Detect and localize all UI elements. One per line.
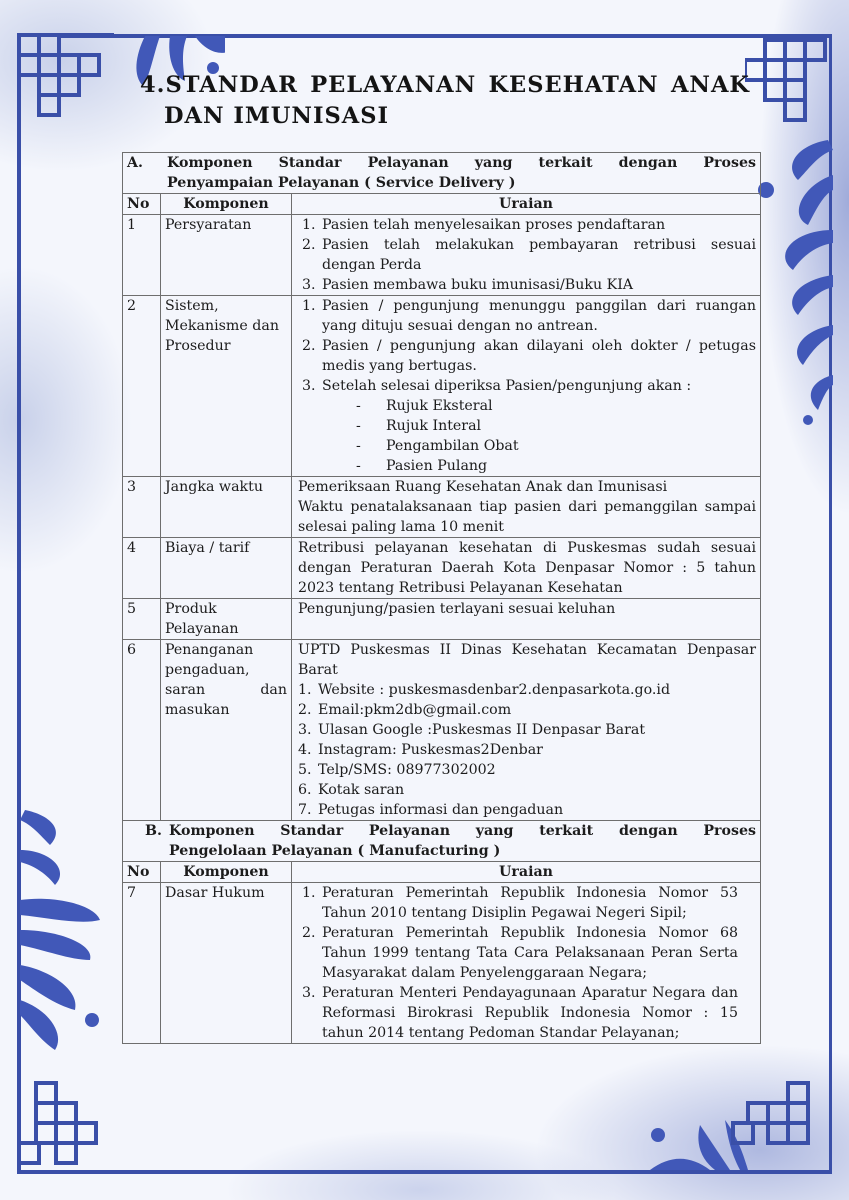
row-komponen: Persyaratan <box>161 215 292 296</box>
section-a-title-line2: Penyampaian Pelayanan ( Service Delivery ) <box>167 175 516 191</box>
row-komponen: Dasar Hukum <box>161 883 292 1044</box>
table-row <box>123 215 761 296</box>
section-a-letter: A. <box>127 155 143 171</box>
standard-service-table <box>122 152 761 1044</box>
contact-list <box>298 680 756 820</box>
uraian-list <box>302 215 756 295</box>
row-komponen: Penanganan pengaduan, saran dan masukan <box>161 640 292 821</box>
row-no: 1 <box>123 215 161 296</box>
table-row <box>123 599 761 640</box>
follow-up-sub-list <box>302 396 756 476</box>
title-word: PELAYANAN <box>310 72 477 98</box>
header-komponen: Komponen <box>161 194 292 215</box>
corner-knot-top-left-icon <box>14 30 124 130</box>
title-word: ANAK <box>670 72 750 98</box>
row-komponen: Produk Pelayanan <box>161 599 292 640</box>
section-a-header <box>123 153 761 194</box>
page-title <box>140 70 750 132</box>
row-no: 5 <box>123 599 161 640</box>
section-b-title-line1: Komponen Standar Pelayanan yang terkait dengan Proses <box>169 823 756 839</box>
header-no: No <box>123 194 161 215</box>
row-no: 4 <box>123 538 161 599</box>
list-item: 3. Pasien membawa buku imunisasi/Buku KIA <box>302 277 634 293</box>
list-item: 1. Pasien telah menyelesaikan proses pendaftaran <box>302 217 666 233</box>
title-word: 4.STANDAR <box>140 72 298 98</box>
list-item: 3. Setelah selesai diperiksa Pasien/pengunjung akan : <box>302 378 692 394</box>
table-row <box>123 296 761 477</box>
list-item: 4. Instagram: Puskesmas2Denbar <box>298 742 543 758</box>
list-item: 7. Petugas informasi dan pengaduan <box>298 802 564 818</box>
row-no: 7 <box>123 883 161 1044</box>
title-word: KESEHATAN <box>488 72 659 98</box>
list-item: 5. Telp/SMS: 08977302002 <box>298 762 496 778</box>
list-item: 3. Peraturan Menteri Pendayagunaan Aparatur Negara dan Reformasi Birokrasi Republik Indonesia Nomor : 15 tahun 2014 tentang Pedoman Standar Pelayanan; <box>302 985 738 1041</box>
row-komponen: Biaya / tarif <box>161 538 292 599</box>
section-b-title-line2: Pengelolaan Pelayanan ( Manufacturing ) <box>169 843 501 859</box>
list-item: 6. Kotak saran <box>298 782 405 798</box>
sub-list-item: - Pengambilan Obat <box>356 438 519 454</box>
row-komponen: Sistem, Mekanisme dan Prosedur <box>161 296 292 477</box>
table-row <box>123 640 761 821</box>
corner-knot-top-right-icon <box>745 30 835 130</box>
list-item: 2. Pasien telah melakukan pembayaran retribusi sesuai dengan Perda <box>302 237 756 273</box>
row-no: 3 <box>123 477 161 538</box>
header-no: No <box>123 862 161 883</box>
header-uraian: Uraian <box>292 862 761 883</box>
header-uraian: Uraian <box>292 194 761 215</box>
sub-list-item: - Rujuk Interal <box>356 418 482 434</box>
table-header-row-a <box>123 194 761 215</box>
uraian-text: Pengunjung/pasien terlayani sesuai keluhan <box>292 599 761 640</box>
list-item: 3. Ulasan Google :Puskesmas II Denpasar Barat <box>298 722 646 738</box>
list-item: 1. Peraturan Pemerintah Republik Indonesia Nomor 53 Tahun 2010 tentang Disiplin Pegawai Negeri Sipil; <box>302 885 738 921</box>
corner-knot-bottom-left-icon <box>14 1080 124 1180</box>
uraian-line: Waktu penatalaksanaan tiap pasien dari pemanggilan sampai selesai paling lama 10 menit <box>298 499 756 535</box>
legal-basis-list <box>302 883 738 1043</box>
row-no: 2 <box>123 296 161 477</box>
row-komponen: Jangka waktu <box>161 477 292 538</box>
corner-knot-bottom-right-icon <box>728 1080 833 1180</box>
section-b-letter: B. <box>145 823 162 839</box>
uraian-line: Pemeriksaan Ruang Kesehatan Anak dan Imunisasi <box>298 479 668 495</box>
header-komponen: Komponen <box>161 862 292 883</box>
sub-list-item: - Pasien Pulang <box>356 458 488 474</box>
title-line-2: DAN IMUNISASI <box>164 103 389 129</box>
uraian-intro: UPTD Puskesmas II Dinas Kesehatan Kecamatan Denpasar Barat <box>298 642 756 678</box>
list-item: 1. Website : puskesmasdenbar2.denpasarkota.go.id <box>298 682 671 698</box>
list-item: 2. Peraturan Pemerintah Republik Indonesia Nomor 68 Tahun 1999 tentang Tata Cara Pelaksanaan Peran Serta Masyarakat dalam Penyelenggaraan Negara; <box>302 925 738 981</box>
section-a-title-line1: Komponen Standar Pelayanan yang terkait dengan Proses <box>167 155 756 171</box>
row-no: 6 <box>123 640 161 821</box>
section-b-header <box>123 821 761 862</box>
table-row <box>123 883 761 1044</box>
sub-list-item: - Rujuk Eksteral <box>356 398 493 414</box>
table-row <box>123 477 761 538</box>
table-header-row-b <box>123 862 761 883</box>
list-item: 2. Email:pkm2db@gmail.com <box>298 702 512 718</box>
list-item: 1. Pasien / pengunjung menunggu panggilan dari ruangan yang dituju sesuai dengan no antrean. <box>302 298 756 334</box>
floral-ornament-bottom-left-icon <box>20 800 105 1090</box>
list-item: 2. Pasien / pengunjung akan dilayani oleh dokter / petugas medis yang bertugas. <box>302 338 756 374</box>
uraian-list <box>302 296 756 396</box>
table-row <box>123 538 761 599</box>
uraian-text: Retribusi pelayanan kesehatan di Puskesmas sudah sesuai dengan Peraturan Daerah Kota Denpasar Nomor : 5 tahun 2023 tentang Retribusi Pelayanan Kesehatan <box>292 538 761 599</box>
